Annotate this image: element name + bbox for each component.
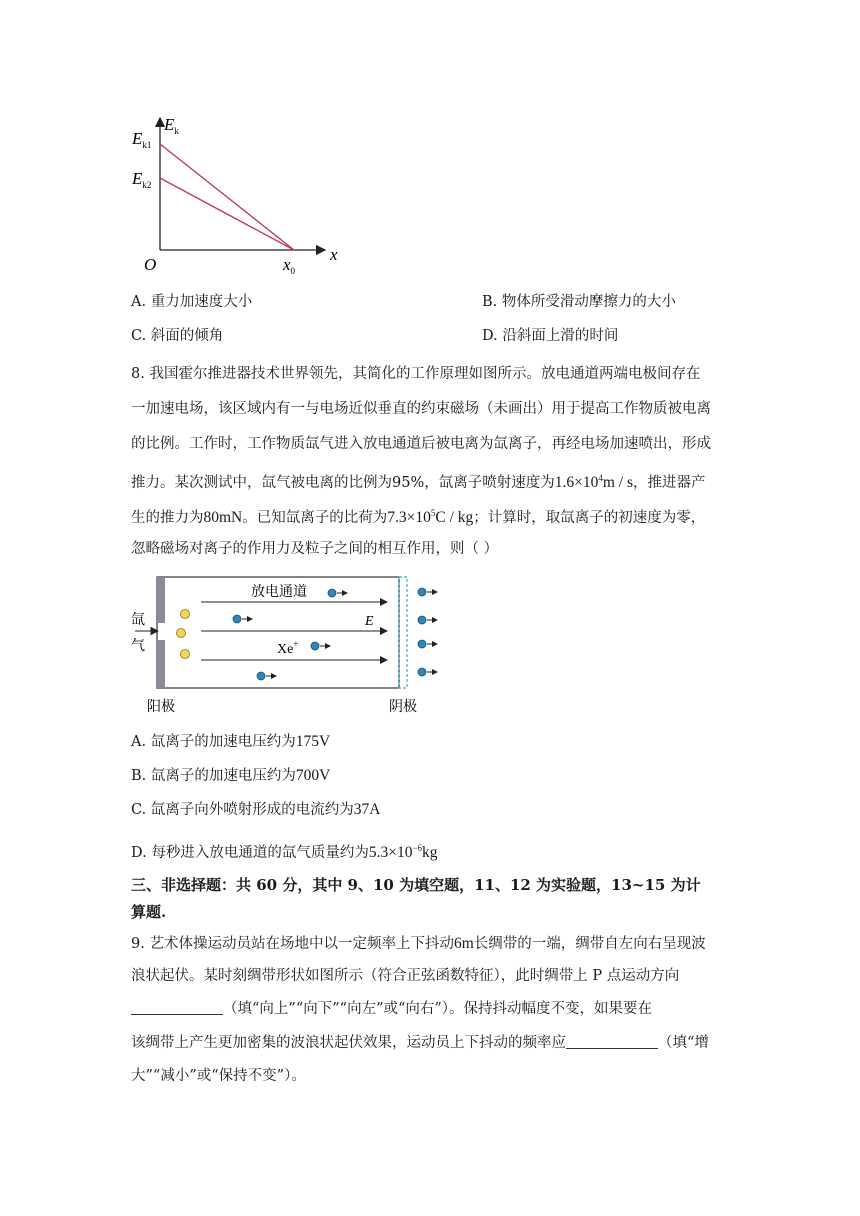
q7-option-b: B. 物体所受滑动摩擦力的大小 xyxy=(482,294,676,310)
section-3-heading-line-1: 三、非选择题：共 60 分，其中 9、10 为填空题，11、12 为实验题，13~15 为计 xyxy=(131,876,701,894)
ribbon-length: 6m xyxy=(453,935,474,952)
section-3-heading-line-2: 算题. xyxy=(131,903,167,921)
thruster-diagram xyxy=(125,572,445,720)
xenon-ion xyxy=(418,668,437,676)
ek1-label: $E_{k1}$ xyxy=(132,129,152,150)
q8-line-6: 忽略磁场对离子的作用力及粒子之间的相互作用，则（ ） xyxy=(131,541,499,557)
q8-line-2: 一加速电场，该区域内有一与电场近似垂直的约束磁场（未画出）用于提高工作物质被电离 xyxy=(131,401,711,417)
origin-label: O xyxy=(144,255,157,274)
answer-blank-1[interactable] xyxy=(131,1000,223,1015)
gas-label-2: 气 xyxy=(131,639,145,654)
channel-label: 放电通道 xyxy=(251,585,307,600)
x-axis-label: x xyxy=(330,245,338,264)
ek2-label: $E_{k2}$ xyxy=(132,169,152,190)
q8-option-c: C. 氙离子向外喷射形成的电流约为37A xyxy=(131,801,381,818)
ion-label: Xe+ xyxy=(277,639,299,657)
ek-x-graph xyxy=(120,108,360,278)
q8-line-4: 推力。某次测试中，氙气被电离的比例为95%，氙离子喷射速度为$1.6\times 10^4m / s$，推进器产 xyxy=(131,473,706,492)
q8-option-d: D. 每秒进入放电通道的氙气质量约为$5.3\times 10^{-6}kg$ xyxy=(131,843,438,862)
q8-option-a: A. 氙离子的加速电压约为175V xyxy=(131,733,331,750)
thrust-value: 80mN xyxy=(203,509,243,527)
q9-line-4: 该绸带上产生更加密集的波浪状起伏效果，运动员上下抖动的频率应 （填“增 xyxy=(131,1035,709,1051)
ek1-line xyxy=(160,144,294,250)
q9-line-5: 大”“减小”或“保持不变”）。 xyxy=(131,1068,306,1084)
q7-option-c: C. 斜面的倾角 xyxy=(131,328,224,344)
xenon-atom xyxy=(177,629,186,638)
xenon-atom xyxy=(181,610,190,619)
gas-label-1: 氙 xyxy=(131,613,145,628)
xenon-ion xyxy=(418,588,437,596)
q8-option-b: B. 氙离子的加速电压约为700V xyxy=(131,767,331,784)
anode-plate-bottom xyxy=(157,640,165,688)
anode-label: 阳极 xyxy=(147,700,175,715)
xenon-atom xyxy=(181,650,190,659)
ek2-line xyxy=(160,178,294,250)
q9-line-3: （填“向上”“向下”“向左”或“向右”）。保持抖动幅度不变，如果要在 xyxy=(131,999,652,1019)
ion-speed: $1.6\times 10^4m / s$ xyxy=(554,473,634,492)
cathode-grid xyxy=(399,577,407,688)
xenon-ion xyxy=(418,616,437,624)
q8-line-3: 的比例。工作时，工作物质氙气进入放电通道后被电离为氙离子，再经电场加速喷出，形成 xyxy=(131,436,711,452)
xenon-ion xyxy=(418,640,437,648)
q9-line-1: 9. 艺术体操运动员站在场地中以一定频率上下抖动6m长绸带的一端，绸带自左向右呈现波 xyxy=(131,935,706,952)
q8-line-1: 8. 我国霍尔推进器技术世界领先，其简化的工作原理如图所示。放电通道两端电极间存在 xyxy=(131,366,701,382)
xenon-ion xyxy=(311,642,330,650)
q9-line-2: 浪状起伏。某时刻绸带形状如图所示（符合正弦函数特征），此时绸带上 P 点运动方向 xyxy=(131,968,680,984)
field-label: E xyxy=(365,614,374,629)
cathode-label: 阴极 xyxy=(389,700,417,715)
y-axis-label: $E_k$ xyxy=(164,115,179,136)
anode-plate-top xyxy=(157,577,165,623)
xenon-ion xyxy=(233,615,252,623)
charge-mass-ratio: $7.3\times 10^5C$ / kg xyxy=(387,508,474,527)
q7-option-a: A. 重力加速度大小 xyxy=(131,294,253,310)
q7-option-d: D. 沿斜面上滑的时间 xyxy=(482,328,619,344)
q8-line-5: 生的推力为80mN。已知氙离子的比荷为$7.3\times 10^5C$ / kg；计算时，取氙离子的初速度为零， xyxy=(131,508,706,527)
xenon-ion xyxy=(328,589,347,597)
x0-label: $x_0$ xyxy=(283,255,296,276)
answer-blank-2[interactable] xyxy=(566,1034,658,1049)
xenon-ion xyxy=(257,672,276,680)
